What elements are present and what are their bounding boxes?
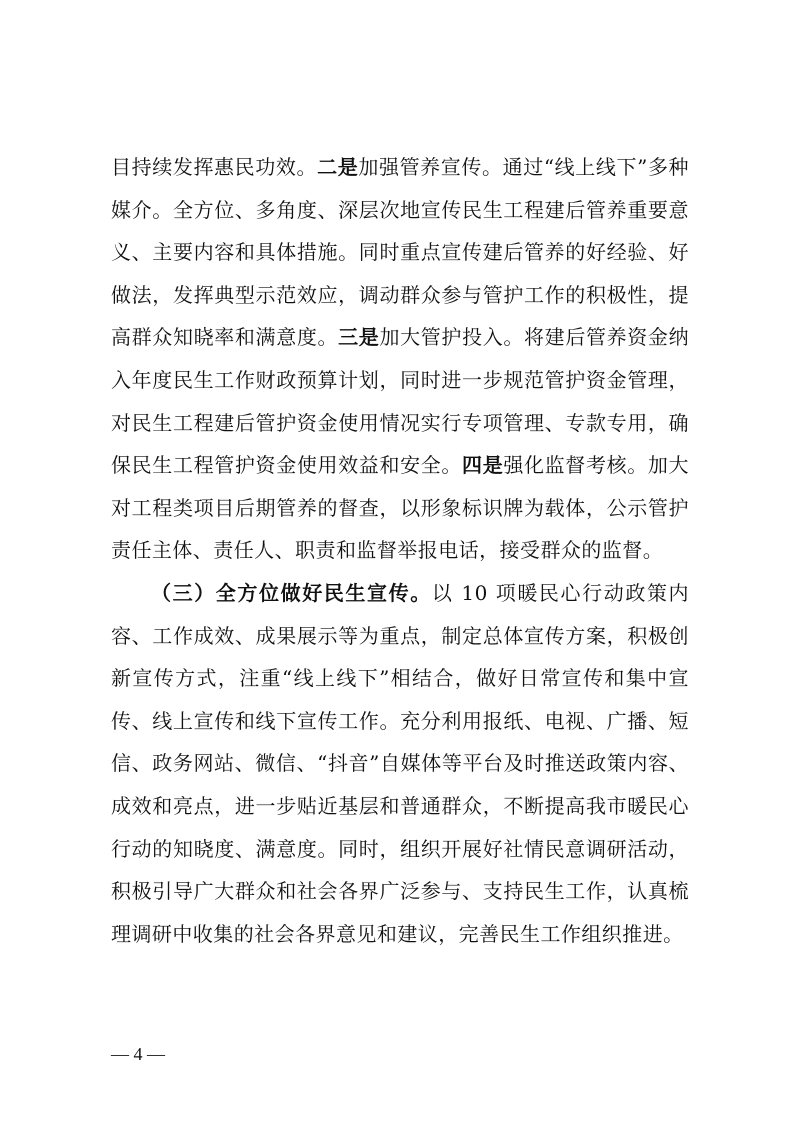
paragraph-publicity: [111, 572, 689, 955]
text-run: 强化监督考核。加大对工程类项目后期管养的督查，以形象标识牌为载体，公示管护责任主体、责任人、职责和监督举报电话，接受群众的监督。: [111, 453, 690, 563]
text-run: 加强管养宣传。通过“线上线下”多种媒介。全方位、多角度、深层次地宣传民生工程建后管养重要意义、主要内容和具体措施。同时重点宣传建后管养的好经验、好做法，发挥典型示范效应，调动群众参与管护工作的积极性，提高群众知晓率和满意度。: [111, 155, 690, 350]
section-heading: （三）全方位做好民生宣传。: [151, 580, 432, 605]
bold-run: 二是: [317, 155, 359, 179]
bold-run: 三是: [338, 325, 380, 350]
text-run: 目持续发挥惠民功效。: [111, 155, 318, 179]
paragraph-measures: [111, 146, 689, 572]
body-text: [111, 146, 689, 955]
text-run: 以 10 项暖民心行动政策内容、工作成效、成果展示等为重点，制定总体宣传方案，积极创新宣传方式，注重“线上线下”相结合，做好日常宣传和集中宣传、线上宣传和线下宣传工作。充分利用报纸、电视、广播、短信、政务网站、微信、“抖音”自媒体等平台及时推送政策内容、成效和亮点，进一步贴近基层和普通群众，不断提高我市暖民心行动的知晓度、满意度。同时，组织开展好社情民意调研活动，积极引导广大群众和社会各界广泛参与、支持民生工作，认真梳理调研中收集的社会各界意见和建议，完善民生工作组织推进。: [111, 580, 689, 946]
text-run: 加大管护投入。将建后管养资金纳入年度民生工作财政预算计划，同时进一步规范管护资金管理，对民生工程建后管护资金使用情况实行专项管理、专款专用，确保民生工程管护资金使用效益和安全。: [111, 325, 690, 478]
page-number: — 4 —: [111, 1044, 165, 1064]
bold-run: 四是: [462, 453, 504, 478]
